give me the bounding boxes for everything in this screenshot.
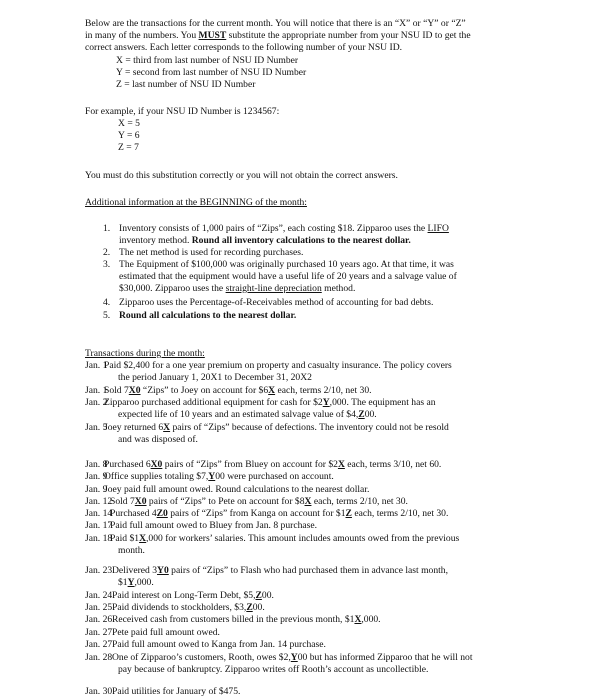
transaction-text: month. bbox=[118, 545, 145, 556]
placeholder-mark: X bbox=[268, 385, 276, 396]
transaction-text bbox=[110, 496, 408, 508]
example-y: Y = 6 bbox=[118, 130, 140, 141]
text-part: One of Zipparoo’s customers, Rooth, owes $2, bbox=[112, 652, 291, 663]
transaction-text bbox=[104, 422, 449, 434]
transaction-date: Jan. 27 bbox=[85, 627, 113, 638]
intro-line-1: Below are the transactions for the current month. You will notice that there is an “X” or “Y” or “Z” bbox=[85, 18, 466, 29]
transaction-date: Jan. 9 bbox=[85, 484, 108, 495]
transaction-text: Paid full amount owed to Bluey from Jan. 8 purchase. bbox=[110, 520, 318, 531]
transaction-text bbox=[112, 602, 265, 614]
rounding-note: Round all inventory calculations to the nearest dollar. bbox=[191, 235, 411, 246]
placeholder-mark: Z bbox=[345, 508, 352, 519]
text-part: Paid interest on Long-Term Debt, $5, bbox=[112, 590, 256, 601]
placeholder-mark: Y bbox=[322, 397, 330, 408]
text-part: ,000. bbox=[134, 577, 154, 588]
text-part: Paid dividends to stockholders, $3, bbox=[112, 602, 247, 613]
substitution-warning: You must do this substitution correctly or you will not obtain the correct answers. bbox=[85, 170, 398, 181]
text-part: each, terms 2/10, net 30. bbox=[311, 496, 408, 507]
intro-line-2 bbox=[85, 30, 471, 42]
transaction-date: Jan. 17 bbox=[85, 520, 113, 531]
text-part: Delivered 3 bbox=[112, 565, 158, 576]
transaction-text bbox=[118, 409, 377, 421]
text-part: each, terms 2/10, net 30. bbox=[275, 385, 372, 396]
item-text: The Equipment of $100,000 was originally purchased 10 years ago. At that time, it was bbox=[119, 259, 454, 270]
item-text-part: $30,000. Zipparoo uses the bbox=[119, 283, 226, 294]
item-text: The net method is used for recording purchases. bbox=[119, 247, 304, 258]
must-emphasis: MUST bbox=[198, 30, 227, 41]
text-part: pairs of “Zips” to Pete on account for $8 bbox=[146, 496, 305, 507]
transaction-text bbox=[112, 652, 473, 664]
text-part: Zipparoo purchased additional equipment for cash for $2 bbox=[104, 397, 323, 408]
text-part: 00. bbox=[261, 590, 274, 601]
text-part: “Zips” to Joey on account for $6 bbox=[140, 385, 269, 396]
transaction-text bbox=[104, 471, 334, 483]
transaction-text: Paid utilities for January of $475. bbox=[112, 686, 241, 697]
item-number: 4. bbox=[103, 297, 111, 308]
transaction-text: Joey paid full amount owed. Round calculations to the nearest dollar. bbox=[104, 484, 370, 495]
text-part: Received cash from customers billed in the previous month, $1 bbox=[112, 614, 355, 625]
placeholder-mark: X bbox=[163, 422, 171, 433]
item-text: estimated that the equipment would have a useful life of 20 years and a salvage value of bbox=[119, 271, 457, 282]
transaction-date: Jan. 25 bbox=[85, 602, 113, 613]
transaction-date: Jan. 1 bbox=[85, 385, 108, 396]
intro-line-3: correct answers. Each letter corresponds to the following number of your NSU ID. bbox=[85, 42, 403, 53]
text-part: $1 bbox=[118, 577, 128, 588]
placeholder-mark: Y0 bbox=[157, 565, 169, 576]
transaction-text: the period January 1, 20X1 to December 31, 20X2 bbox=[118, 372, 312, 383]
lifo-term: LIFO bbox=[427, 223, 449, 234]
transaction-text: and was disposed of. bbox=[118, 434, 198, 445]
example-z: Z = 7 bbox=[118, 142, 139, 153]
placeholder-mark: X0 bbox=[128, 385, 141, 396]
transaction-text bbox=[118, 577, 154, 589]
definition-z: Z = last number of NSU ID Number bbox=[116, 79, 256, 90]
placeholder-mark: X bbox=[337, 459, 345, 470]
transaction-text: pay because of bankruptcy. Zipparoo writes off Rooth’s account as uncollectible. bbox=[118, 664, 429, 675]
transaction-date: Jan. 24 bbox=[85, 590, 113, 601]
placeholder-mark: Z bbox=[246, 602, 253, 613]
item-number: 3. bbox=[103, 259, 111, 270]
text-part: pairs of “Zips” from Kanga on account for $1 bbox=[167, 508, 346, 519]
definition-x: X = third from last number of NSU ID Number bbox=[116, 55, 299, 66]
transaction-text: Paid $2,400 for a one year premium on property and casualty insurance. The policy covers bbox=[104, 360, 452, 371]
text-part: 00. bbox=[364, 409, 377, 420]
transaction-date: Jan. 26 bbox=[85, 614, 113, 625]
text-part: ,000. bbox=[361, 614, 381, 625]
text-part: pairs of “Zips” to Flash who had purchased them in advance last month, bbox=[168, 565, 448, 576]
transaction-text bbox=[110, 508, 448, 520]
text-part: 00. bbox=[252, 602, 265, 613]
example-x: X = 5 bbox=[118, 118, 140, 129]
transactions-heading: Transactions during the month: bbox=[85, 348, 205, 359]
transaction-text bbox=[112, 565, 448, 577]
placeholder-mark: Z bbox=[255, 590, 262, 601]
transaction-text bbox=[112, 614, 381, 626]
text-part: ,000. The equipment has an bbox=[329, 397, 436, 408]
transaction-date: Jan. 8 bbox=[85, 459, 108, 470]
transaction-date: Jan. 30 bbox=[85, 686, 113, 697]
depreciation-term: straight-line depreciation bbox=[225, 283, 322, 294]
placeholder-mark: X0 bbox=[150, 459, 163, 470]
transaction-text bbox=[110, 533, 459, 545]
text-part: Sold 7 bbox=[110, 496, 135, 507]
item-text-part: Inventory consists of 1,000 pairs of “Zips”, each costing $18. Zipparoo uses the bbox=[119, 223, 428, 234]
text-part: each, terms 3/10, net 60. bbox=[344, 459, 442, 470]
text-part: Joey returned 6 bbox=[104, 422, 164, 433]
placeholder-mark: X0 bbox=[134, 496, 147, 507]
placeholder-mark: Z bbox=[358, 409, 365, 420]
placeholder-mark: Y bbox=[127, 577, 135, 588]
transaction-date: Jan. 1 bbox=[85, 360, 108, 371]
transaction-date: Jan. 27 bbox=[85, 639, 113, 650]
placeholder-mark: X bbox=[304, 496, 312, 507]
transaction-date: Jan. 14 bbox=[85, 508, 113, 519]
transaction-text bbox=[104, 397, 436, 409]
example-heading: For example, if your NSU ID Number is 1234567: bbox=[85, 106, 280, 117]
transaction-date: Jan. 23 bbox=[85, 565, 113, 576]
transaction-text: Paid full amount owed to Kanga from Jan. 14 purchase. bbox=[112, 639, 326, 650]
placeholder-mark: X bbox=[354, 614, 362, 625]
item-number: 5. bbox=[103, 310, 111, 321]
item-text: Zipparoo uses the Percentage-of-Receivables method of accounting for bad debts. bbox=[119, 297, 434, 308]
item-text-part: inventory method. bbox=[119, 235, 192, 246]
text-part: Sold 7 bbox=[104, 385, 129, 396]
text-part: expected life of 10 years and an estimated salvage value of $4, bbox=[118, 409, 359, 420]
text-part: 00 were purchased on account. bbox=[215, 471, 334, 482]
transaction-text bbox=[104, 385, 372, 397]
item-text-part: method. bbox=[321, 283, 356, 294]
transaction-date: Jan. 5 bbox=[85, 422, 108, 433]
text-part: Purchased 6 bbox=[104, 459, 151, 470]
additional-info-heading: Additional information at the BEGINNING of the month: bbox=[85, 197, 307, 208]
transaction-date: Jan. 18 bbox=[85, 533, 113, 544]
transaction-date: Jan. 28 bbox=[85, 652, 113, 663]
text-part: Office supplies totaling $7, bbox=[104, 471, 209, 482]
intro-text: substitute the appropriate number from your NSU ID to get the bbox=[226, 30, 471, 41]
placeholder-mark: Z0 bbox=[156, 508, 168, 519]
transaction-date: Jan. 9 bbox=[85, 471, 108, 482]
text-part: Purchased 4 bbox=[110, 508, 157, 519]
intro-text: in many of the numbers. You bbox=[85, 30, 199, 41]
item-number: 1. bbox=[103, 223, 111, 234]
text-part: each, terms 2/10, net 30. bbox=[351, 508, 449, 519]
placeholder-mark: Y bbox=[290, 652, 298, 663]
text-part: pairs of “Zips” from Bluey on account for $2 bbox=[162, 459, 338, 470]
transaction-date: Jan. 12 bbox=[85, 496, 113, 507]
text-part: pairs of “Zips” because of defections. The inventory could not be resold bbox=[170, 422, 449, 433]
item-number: 2. bbox=[103, 247, 111, 258]
text-part: Paid $1 bbox=[110, 533, 140, 544]
transaction-text: Pete paid full amount owed. bbox=[112, 627, 220, 638]
text-part: 00 but has informed Zipparoo that he will not bbox=[297, 652, 473, 663]
item-text bbox=[119, 223, 449, 235]
transaction-date: Jan. 2 bbox=[85, 397, 108, 408]
transaction-text bbox=[112, 590, 274, 602]
placeholder-mark: X bbox=[139, 533, 146, 544]
item-text: Round all calculations to the nearest dollar. bbox=[119, 310, 297, 321]
item-text bbox=[119, 283, 355, 295]
definition-y: Y = second from last number of NSU ID Number bbox=[116, 67, 307, 78]
transaction-text bbox=[104, 459, 441, 471]
placeholder-mark: Y bbox=[208, 471, 216, 482]
text-part: ,000 for workers’ salaries. This amount includes amounts owed from the previous bbox=[146, 533, 460, 544]
item-text bbox=[119, 235, 411, 247]
